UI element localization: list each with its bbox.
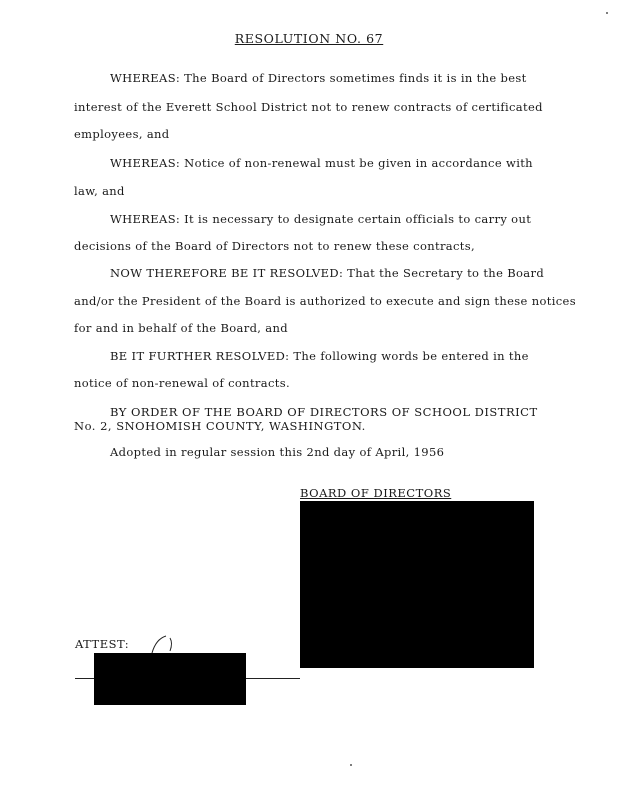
redacted-attest-signature (94, 653, 246, 705)
paragraph-4-line-2: and/or the President of the Board is authorized to execute and sign these notices (74, 294, 576, 308)
scan-speck (350, 764, 352, 766)
order-line-2: No. 2, SNOHOMISH COUNTY, WASHINGTON. (74, 419, 366, 433)
adopted-line: Adopted in regular session this 2nd day of April, 1956 (110, 445, 445, 459)
paragraph-2-line-1: WHEREAS: Notice of non-renewal must be given in accordance with (110, 156, 533, 170)
paragraph-1-line-3: employees, and (74, 127, 170, 141)
resolution-title: RESOLUTION NO. 67 (234, 31, 384, 46)
paragraph-5-line-1: BE IT FURTHER RESOLVED: The following words be entered in the (110, 349, 529, 363)
paragraph-1-line-1: WHEREAS: The Board of Directors sometimes finds it is in the best (110, 71, 527, 85)
attest-signature-line-right (246, 678, 300, 679)
scan-speck (606, 12, 608, 14)
paragraph-2-line-2: law, and (74, 184, 125, 198)
attest-label: ATTEST: (75, 637, 130, 651)
paragraph-5-line-2: notice of non-renewal of contracts. (74, 376, 290, 390)
paragraph-1-line-2: interest of the Everett School District not to renew contracts of certificated (74, 100, 543, 114)
paragraph-4-line-3: for and in behalf of the Board, and (74, 321, 288, 335)
paragraph-4-line-1: NOW THEREFORE BE IT RESOLVED: That the Secretary to the Board (110, 266, 545, 280)
attest-signature-line-left (75, 678, 95, 679)
paragraph-3-line-2: decisions of the Board of Directors not to renew these contracts, (74, 239, 476, 253)
signature-mark-icon (148, 633, 176, 655)
redacted-board-signatures (300, 501, 534, 668)
paragraph-3-line-1: WHEREAS: It is necessary to designate certain officials to carry out (110, 212, 532, 226)
order-line-1: BY ORDER OF THE BOARD OF DIRECTORS OF SCHOOL DISTRICT (110, 405, 538, 419)
board-of-directors-heading: BOARD OF DIRECTORS (300, 486, 452, 500)
